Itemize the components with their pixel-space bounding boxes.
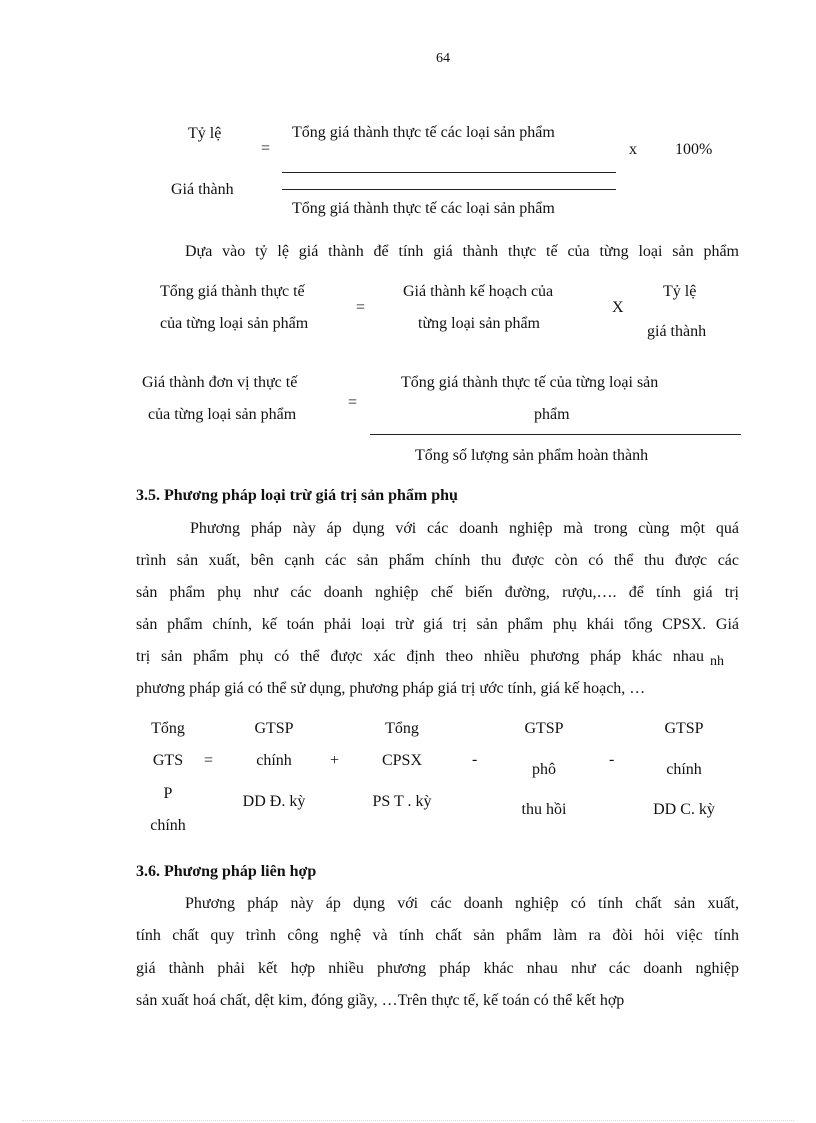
paragraph-line: sản phẩm phụ như các doanh nghiệp chế biến đường, rượu,…. để tính giá trị [136,584,739,601]
paragraph-line: sản xuất hoá chất, dệt kim, đóng giầy, …Trên thực tế, kế toán có thể kết hợp [136,992,625,1009]
fraction-bar [370,434,741,435]
formula4-col3-line: CPSX [381,752,423,769]
page-number: 64 [436,51,450,66]
formula4-col3-line: PS T . kỳ [372,793,432,810]
paragraph-line: phương pháp giá có thể sử dụng, phương pháp giá trị ước tính, giá kế hoạch, … [136,680,646,697]
formula2-left-line2: của từng loại sản phẩm [160,315,309,332]
formula4-col1-line: chính [150,817,186,834]
section-3-6-heading: 3.6. Phương pháp liên hợp [136,863,317,880]
paragraph-line: sản phẩm chính, kế toán phải loại trừ giá trị sản phẩm phụ khái tổng CPSX. Giá [136,616,739,633]
formula1-label-line1: Tỷ lệ [188,125,222,142]
formula1-label-line2: Giá thành [171,181,234,198]
formula2-mid-line1: Giá thành kế hoạch của [403,283,554,300]
formula2-right-line1: Tỷ lệ [663,283,697,300]
formula2-right-line2: giá thành [647,323,707,340]
formula2-mid-line2: từng loại sản phẩm [418,315,540,332]
formula4-col2-line: DD Đ. kỳ [242,793,306,810]
formula1-denominator: Tổng giá thành thực tế các loại sản phẩm [292,200,555,217]
formula3-equals: = [348,394,358,411]
formula4-col5-line: GTSP [664,720,704,737]
formula4-col2-line: GTSP [254,720,294,737]
formula4-col1-line: P [163,785,173,802]
formula4-minus: - [609,751,615,768]
formula1-equals: = [261,140,271,157]
paragraph-line: giá thành phải kết hợp nhiều phương pháp khác nhau như các doanh nghiệp [136,960,739,977]
formula4-col2-line: chính [256,752,292,769]
formula2-equals: = [356,299,366,316]
formula4-col3-line: Tổng [385,720,419,737]
formula4-col1-line: Tổng [151,720,185,737]
section-3-5-heading: 3.5. Phương pháp loại trừ giá trị sản phẩm phụ [136,487,458,504]
formula4-col5-line: chính [666,761,702,778]
formula4-equals: = [204,752,214,769]
formula1-times: x [629,141,637,158]
page-bottom-border [22,1120,794,1121]
paragraph-line: trình sản xuất, bên cạnh các sản phẩm chính thu được còn có thể thu được các [136,552,739,569]
fraction-bar [282,189,616,190]
formula1-numerator: Tổng giá thành thực tế các loại sản phẩm [292,124,555,141]
formula4-col5-line: DD C. kỳ [653,801,715,818]
paragraph-superscript: nh [710,654,724,669]
formula3-numerator-line2: phẩm [534,406,570,423]
formula3-left-line2: của từng loại sản phẩm [148,406,297,423]
formula4-col4-line: thu hồi [521,801,567,818]
paragraph-line: Phương pháp này áp dụng với các doanh nghiệp mà trong cùng một quá [190,520,739,537]
formula4-minus: - [472,751,478,768]
formula4-col1-line: GTS [152,752,184,769]
paragraph-line: Phương pháp này áp dụng với các doanh nghiệp có tính chất sản xuất, [185,895,739,912]
formula3-denominator: Tổng số lượng sản phẩm hoàn thành [415,447,649,464]
intro-line: Dựa vào tỷ lệ giá thành để tính giá thành thực tế của từng loại sản phẩm [185,243,739,260]
formula4-col4-line: GTSP [524,720,564,737]
fraction-bar [282,172,616,173]
paragraph-line: tính chất quy trình công nghệ và tính chất sản phẩm làm ra đòi hỏi việc tính [136,927,739,944]
formula2-left-line1: Tổng giá thành thực tế [160,283,305,300]
formula3-left-line1: Giá thành đơn vị thực tế [142,374,298,391]
formula2-times: X [612,299,624,316]
formula1-percent: 100% [675,141,713,158]
formula3-numerator-line1: Tổng giá thành thực tế của từng loại sản [401,374,659,391]
paragraph-line: trị sản phẩm phụ có thể được xác định theo nhiều phương pháp khác nhau [136,648,704,665]
formula4-plus: + [330,752,340,769]
formula4-col4-line: phô [532,761,556,778]
